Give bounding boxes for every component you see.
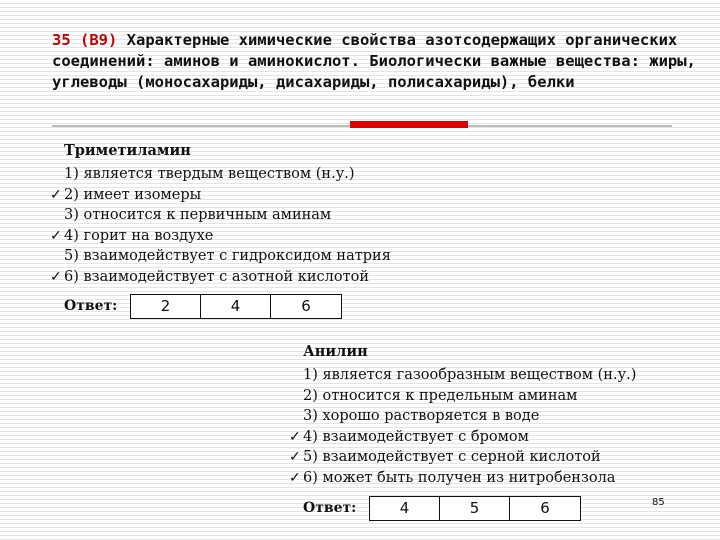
option-text: 3) относится к первичным аминам [64,207,332,223]
option-text: 1) является твердым веществом (н.у.) [64,166,355,182]
answer-label: Ответ: [64,298,118,314]
answer-cells [369,496,581,521]
checkmark-icon: ✓ [289,469,301,486]
task-heading: Триметиламин [64,142,191,159]
answer-cells [130,294,342,319]
option-item [64,164,391,185]
option-item [303,365,636,386]
option-text: 2) имеет изомеры [64,186,202,203]
task-heading: Анилин [303,343,368,360]
option-text: 1) является газообразным веществом (н.у.) [303,367,637,383]
slide-title [52,30,702,93]
option-text: 5) взаимодействует с серной кислотой [303,449,601,465]
checkmark-icon: ✓ [50,186,62,203]
option-text: 2) относится к предельным аминам [303,387,578,404]
checkmark-icon: ✓ [50,227,62,244]
option-item [50,267,391,288]
answer-cell: 6 [301,297,311,315]
checkmark-icon: ✓ [289,449,301,465]
option-item [64,205,391,226]
option-text: 4) взаимодействует с бромом [303,428,529,445]
answer-cell: 2 [131,295,201,318]
option-text: 6) взаимодействует с азотной кислотой [64,268,370,285]
answer-cell: 4 [370,497,440,520]
title-text: Характерные химические свойства азотсодержащих органических соединений: аминов и аминокислот. Биологически важные вещества: жиры, углеводы (моносахариды, дисахариды, полисахариды), белки [52,31,696,91]
task-number: 35 (B9) [52,31,118,49]
option-text: 4) горит на воздухе [64,227,214,244]
option-item [64,246,391,267]
option-text: 5) взаимодействует с гидроксидом натрия [64,248,391,264]
option-item [303,406,636,427]
answer-cell: 4 [201,295,271,318]
accent-bar [350,121,468,128]
answer-cell: 5 [440,497,510,520]
checkmark-icon: ✓ [289,428,301,445]
answer-cell: 6 [540,499,550,517]
checkmark-icon: ✓ [50,268,62,285]
answer-label: Ответ: [303,500,357,516]
option-item [303,386,636,407]
option-item [289,447,636,468]
option-list [50,164,391,287]
option-list [289,365,637,488]
option-item [50,226,391,247]
option-item [289,427,636,448]
option-text: 6) может быть получен из нитробензола [303,469,616,486]
title-divider [52,125,672,127]
option-item [50,185,391,206]
option-text: 3) хорошо растворяется в воде [303,408,540,424]
option-item [289,468,636,489]
page-number: 85 [652,497,665,508]
